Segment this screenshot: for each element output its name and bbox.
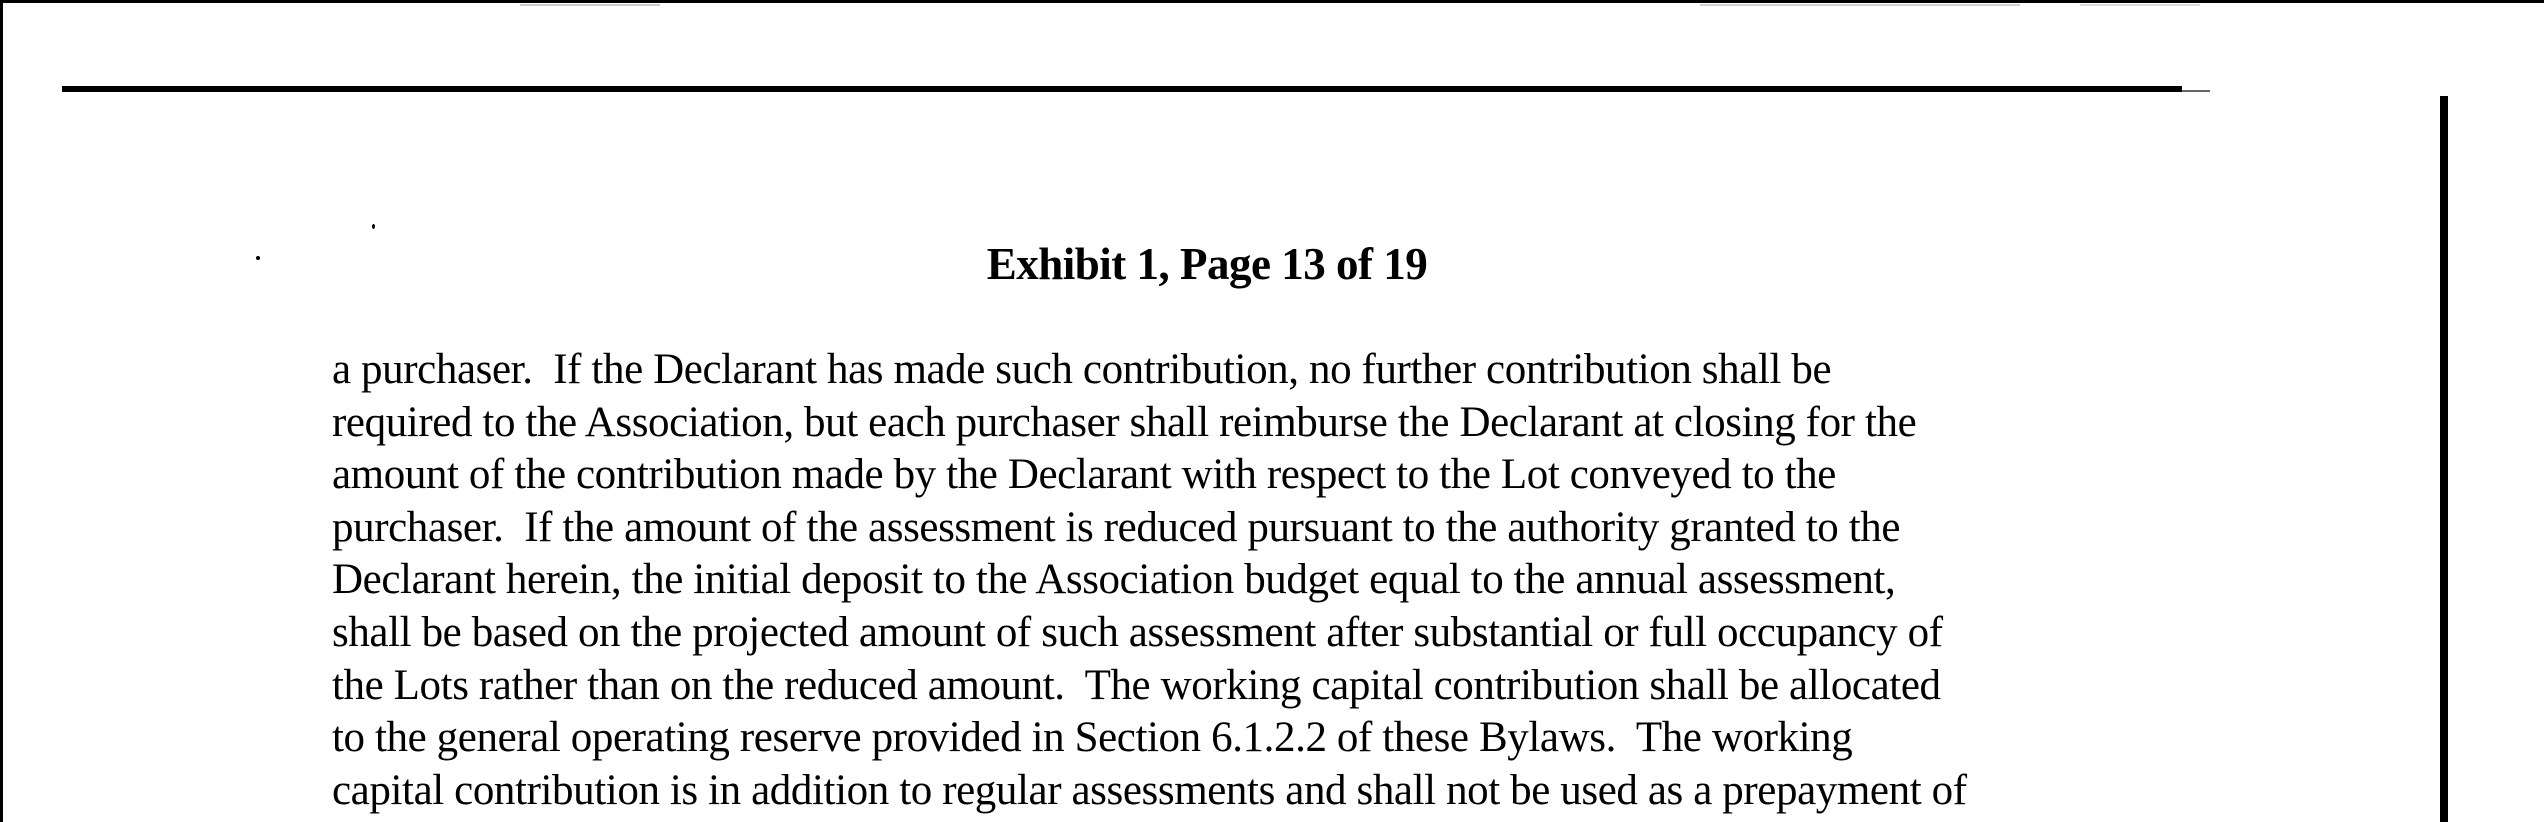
body-text-line: shall be based on the projected amount of such assessment after substantial or full occupancy of xyxy=(332,608,1943,656)
scan-dot xyxy=(372,224,375,229)
body-text-line: a purchaser. If the Declarant has made such contribution, no further contribution shall be xyxy=(332,346,1832,393)
body-text-line: to the general operating reserve provided in Section 6.1.2.2 of these Bylaws. The working xyxy=(332,714,1853,762)
scan-top-edge xyxy=(0,0,2544,3)
body-text-line: Declarant herein, the initial deposit to the Association budget equal to the annual assessment, xyxy=(332,556,1896,604)
body-paragraph xyxy=(332,344,2432,817)
exhibit-page-heading: Exhibit 1, Page 13 of 19 xyxy=(986,239,1428,289)
page-edge-bar xyxy=(2440,96,2448,822)
body-text-line: purchaser. If the amount of the assessment is reduced pursuant to the authority granted to the xyxy=(332,503,1901,551)
body-text-line: capital contribution is in addition to regular assessments and shall not be used as a prepayment of xyxy=(332,766,1967,814)
body-text-line: the Lots rather than on the reduced amount. The working capital contribution shall be allocated xyxy=(332,661,1941,709)
body-text-line: required to the Association, but each purchaser shall reimburse the Declarant at closing for the xyxy=(332,398,1917,446)
scan-speckle xyxy=(2080,4,2200,6)
scan-speckle xyxy=(520,4,660,6)
body-text-line: amount of the contribution made by the Declarant with respect to the Lot conveyed to the xyxy=(332,451,1836,499)
header-rule-tail xyxy=(2140,90,2210,92)
scan-left-edge xyxy=(0,0,3,822)
header-rule xyxy=(62,86,2182,92)
scan-speckle xyxy=(1700,4,2020,6)
